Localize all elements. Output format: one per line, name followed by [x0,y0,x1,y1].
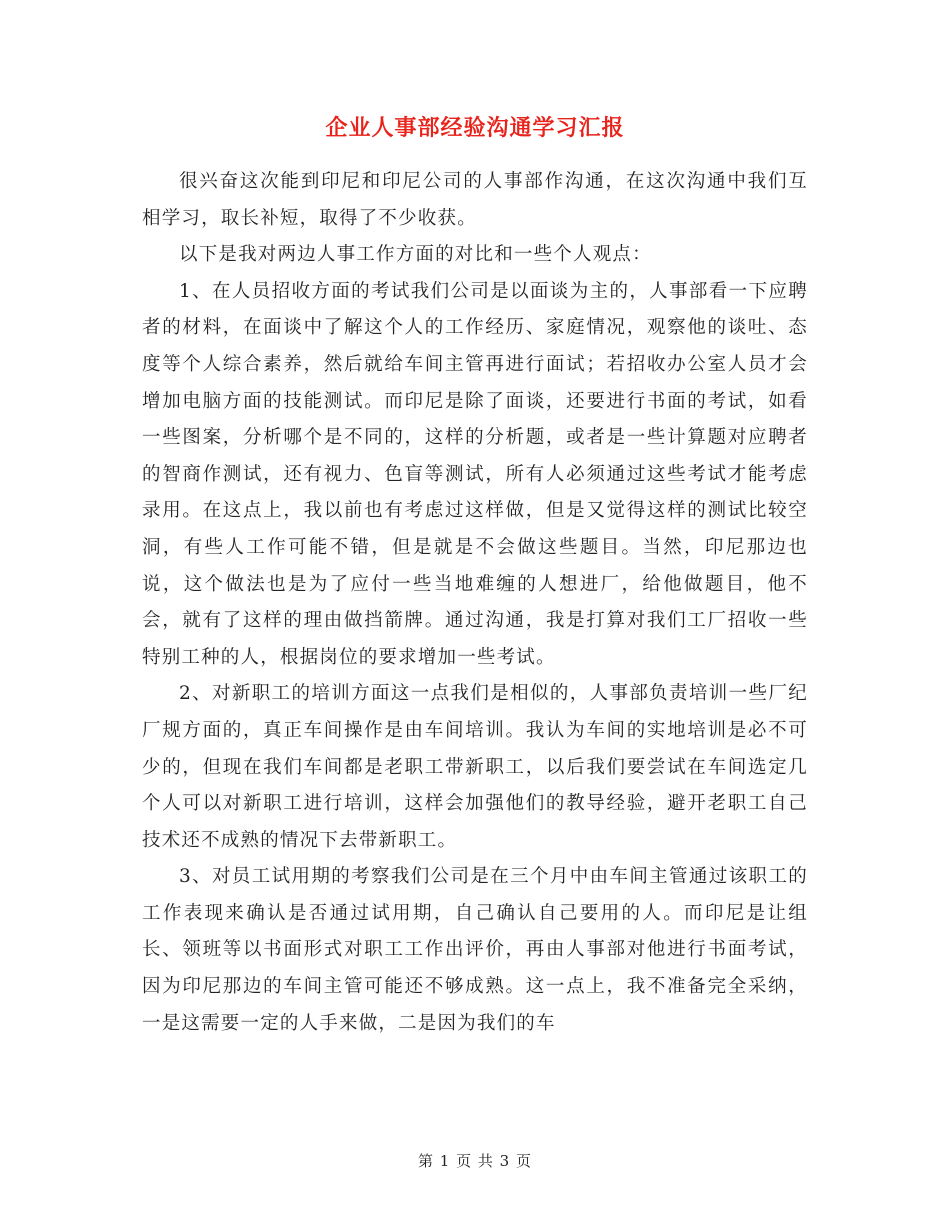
paragraph-recruitment: 1、在人员招收方面的考试我们公司是以面谈为主的，人事部看一下应聘者的材料，在面谈中了解这个人的工作经历、家庭情况，观察他的谈吐、态度等个人综合素养，然后就给车间主管再进行面试；若招收办公室人员才会增加电脑方面的技能测试。而印尼是除了面谈，还要进行书面的考试，如看一些图案，分析哪个是不同的，这样的分析题，或者是一些计算题对应聘者的智商作测试，还有视力、色盲等测试，所有人必须通过这些考试才能考虑录用。在这点上，我以前也有考虑过这样做，但是又觉得这样的测试比较空洞，有些人工作可能不错，但是就是不会做这些题目。当然，印尼那边也说，这个做法也是为了应付一些当地难缠的人想进厂，给他做题目，他不会，就有了这样的理由做挡箭牌。通过沟通，我是打算对我们工厂招收一些特别工种的人，根据岗位的要求增加一些考试。 [142,280,808,668]
paragraph-overview: 以下是我对两边人事工作方面的对比和一些个人观点： [179,244,652,266]
document-title: 企业人事部经验沟通学习汇报 [325,115,625,141]
paragraph-probation: 3、对员工试用期的考察我们公司是在三个月中由车间主管通过该职工的工作表现来确认是否通过试用期，自己确认自己要用的人。而印尼是让组长、领班等以书面形式对职工工作出评价，再由人事部对他进行书面考试，因为印尼那边的车间主管可能还不够成熟。这一点上，我不准备完全采纳，一是这需要一定的人手来做，二是因为我们的车 [142,866,808,1034]
document-body [142,164,808,1042]
paragraph-training: 2、对新职工的培训方面这一点我们是相似的，人事部负责培训一些厂纪厂规方面的，真正车间操作是由车间培训。我认为车间的实地培训是必不可少的，但现在我们车间都是老职工带新职工，以后我们要尝试在车间选定几个人可以对新职工进行培训，这样会加强他们的教导经验，避开老职工自己技术还不成熟的情况下去带新职工。 [142,683,808,851]
page-number-footer: 第 1 页 共 3 页 [418,1152,532,1170]
paragraph-intro: 很兴奋这次能到印尼和印尼公司的人事部作沟通，在这次沟通中我们互相学习，取长补短，取得了不少收获。 [142,171,808,229]
